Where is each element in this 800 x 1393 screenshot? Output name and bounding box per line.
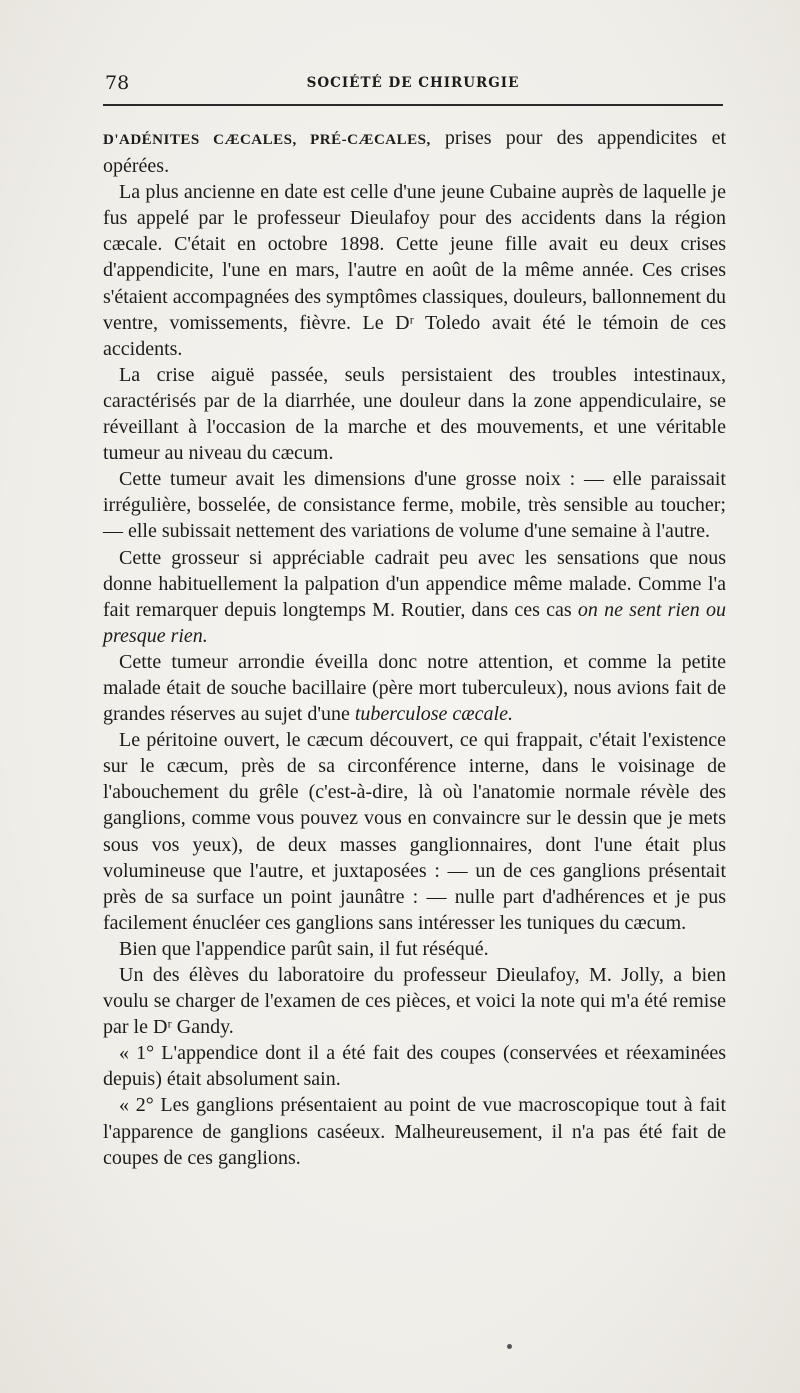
running-head: SOCIÉTÉ DE CHIRURGIE — [306, 75, 520, 91]
paragraph-8: Bien que l'appendice parût sain, il fut réséqué. — [119, 937, 489, 960]
page-number: 78 — [105, 72, 130, 94]
paragraph-3: La crise aiguë passée, seuls persistaient des troubles intestinaux, caractérisés par de la diarrhée, une douleur dans la zone appendiculaire, se réveillant à l'occasion de la marche et des mouvements, et une véritable tumeur au niveau du cæcum. — [103, 363, 726, 465]
paragraph-9: Un des élèves du laboratoire du professeur Dieulafoy, M. Jolly, a bien voulu se charger de l'examen de ces pièces, et voici la note qui m'a été remise par le Dʳ Gandy. — [103, 964, 726, 1039]
paragraph-7: Le péritoine ouvert, le cæcum découvert, ce qui frappait, c'était l'existence sur le cæcum, près de sa circonférence interne, dans le voisinage de l'abouchement du grêle (c'est-à-dire, là où l'anatomie normale révèle des ganglions, comme vous pouvez vous en convaincre sur le dessin que je mets sous vos yeux), de deux masses ganglionnaires, dont l'une était plus volumineuse que l'autre, et juxtaposées : — un de ces ganglions présentait près de sa surface un point jaunâtre : — nulle part d'adhérences et je pus facilement énucléer ces ganglions sans intéresser les tuniques du cæcum. — [103, 729, 726, 934]
paragraph-6: Cette tumeur arrondie éveilla donc notre attention, et comme la petite malade était de souche bacillaire (père mort tuberculeux), nous avions fait de grandes réserves au sujet d'une tuberculose cæcale. — [103, 650, 726, 726]
paragraph-11: « 2° Les ganglions présentaient au point de vue macroscopique tout à fait l'apparence de ganglions caséeux. Malheureusement, il n'a pas été fait de coupes de ces ganglions. — [103, 1094, 726, 1169]
header-rule — [103, 104, 723, 106]
body-text — [103, 125, 726, 1171]
paragraph-4: Cette tumeur avait les dimensions d'une grosse noix : — elle paraissait irrégulière, bosselée, de consistance ferme, mobile, très sensible au toucher; — elle subissait nettement des variations de volume d'une semaine à l'autre. — [103, 468, 726, 543]
italic-quote: on ne sent rien ou presque rien. — [103, 598, 727, 647]
ink-speck — [507, 1344, 512, 1349]
paragraph-10: « 1° L'appendice dont il a été fait des coupes (conservées et réexaminées depuis) était absolument sain. — [103, 1042, 726, 1091]
paragraph-5: Cette grosseur si appréciable cadrait peu avec les sensations que nous donne habituellement la palpation d'un appendice même malade. Comme l'a fait remarquer depuis longtemps M. Routier, dans ces cas on ne sent rien ou presque rien. — [103, 546, 727, 647]
page-header — [103, 72, 723, 98]
italic-term: tuberculose cæcale. — [354, 703, 513, 726]
small-caps-lead: D'ADÉNITES CÆCALES, PRÉ-CÆCALES, — [103, 132, 431, 148]
paragraph-2: La plus ancienne en date est celle d'une jeune Cubaine auprès de laquelle je fus appelé par le professeur Dieulafoy pour des accidents dans la région cæcale. C'était en octobre 1898. Cette jeune fille avait eu deux crises d'appendicite, l'une en mars, l'autre en août de la même année. Ces crises s'étaient accompagnées des symptômes classiques, douleurs, ballonnement du ventre, vomissements, fièvre. Le Dʳ Toledo avait été le témoin de ces accidents. — [103, 181, 726, 360]
paragraph-1: D'ADÉNITES CÆCALES, PRÉ-CÆCALES, prises pour des appendicites et opérées. — [103, 127, 727, 178]
